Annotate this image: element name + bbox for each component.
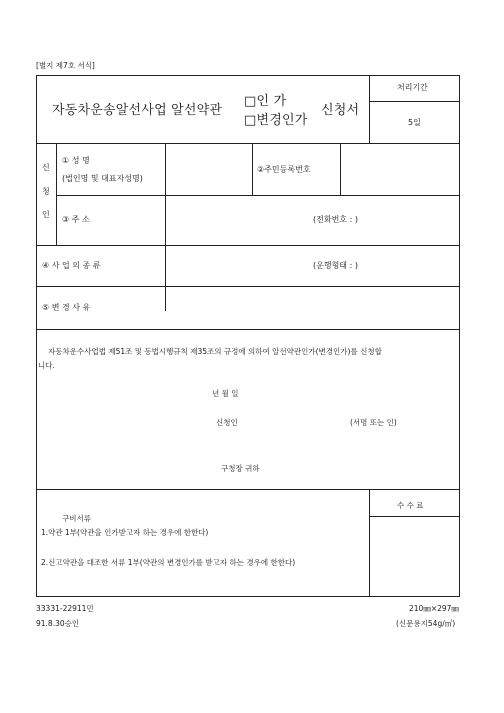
form-code: 33331-22911민	[36, 604, 94, 613]
document-item-1: 1.약관 1부(약관을 인가받고자 하는 경우에 한한다)	[41, 528, 209, 537]
name-field[interactable]	[167, 145, 250, 193]
approval-date: 91.8.30승인	[36, 619, 80, 628]
processing-period-value: 5일	[408, 118, 421, 127]
resident-number-field[interactable]	[342, 145, 458, 193]
option-approval: □인 가	[244, 94, 287, 109]
name-sublabel: (법인명 및 대표자성명)	[62, 174, 143, 183]
documents-heading: 구비서류	[62, 514, 91, 523]
option-change-approval: □변경인가	[244, 113, 308, 128]
form-title: 자동차운송알선사업 알선약관	[52, 103, 223, 118]
name-label: ① 성 명	[62, 156, 90, 165]
applicant-label-1: 신	[42, 163, 50, 172]
form-title-suffix: 신청서	[321, 103, 360, 118]
statement-line-1: 자동차운수사업법 제51조 및 동법시행규칙 제35조의 규정에 의하여 알선약관인가(변경인가)를 신청합	[48, 347, 382, 356]
change-reason-label: ⑤ 변 경 사 유	[42, 303, 91, 312]
applicant-label-3: 인	[42, 210, 50, 219]
document-item-2: 2.신고약관을 대조한 서류 1부(약관의 변경인가를 받고자 하는 경우에 한한다)	[41, 558, 296, 567]
resident-number-label: ②주민등록번호	[257, 165, 311, 174]
paper-size: 210㎜×297㎜	[409, 604, 459, 613]
business-type-label: ④ 사 업 의 종 류	[42, 261, 101, 270]
processing-period-label: 처리기간	[397, 83, 428, 92]
fee-label: 수 수 료	[397, 501, 424, 510]
operation-type-label: (운행형태 : )	[313, 261, 358, 270]
fee-field[interactable]	[371, 518, 458, 595]
address-label: ③ 주 소	[62, 215, 90, 224]
paper-type: (신문용지54g/㎡)	[396, 619, 456, 628]
form-label: [별지 제7호 서식]	[36, 61, 95, 70]
signature-label: (서명 또는 인)	[350, 418, 397, 427]
phone-label: (전화번호 : )	[313, 215, 358, 224]
addressee: 구청장 귀하	[221, 464, 260, 473]
change-reason-field[interactable]	[167, 288, 458, 327]
applicant-sign-label: 신청인	[216, 418, 238, 427]
applicant-label-2: 청	[42, 187, 50, 196]
application-date: 년 월 일	[212, 389, 239, 398]
statement-line-2: 니다.	[38, 361, 55, 370]
